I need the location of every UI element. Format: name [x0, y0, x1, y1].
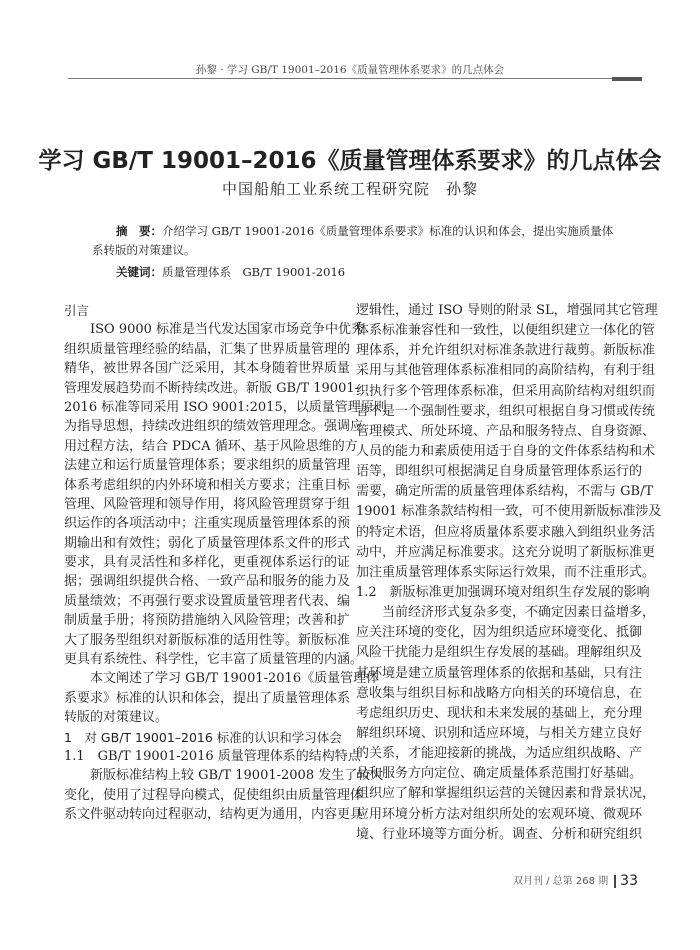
text-line: 质量绩效；不再强行要求设置质量管理者代表、编	[64, 593, 351, 609]
text-line: 的关系，才能迎接新的挑战，为适应组织战略、产	[356, 746, 643, 762]
right-column	[356, 301, 662, 845]
text-line: 管理发展趋势而不断持续改进。新版 GB/T 19001-	[64, 380, 360, 396]
text-line: 逻辑性，通过 ISO 导则的附录 SL，增强同其它管理	[356, 303, 658, 318]
text-line: 品和服务方向定位、确定质量体系范围打好基础。	[356, 766, 643, 782]
abstract-line-1	[116, 223, 613, 239]
running-header: 孙黎 · 学习 GB/T 19001–2016《质量管理体系要求》的几点体会	[195, 64, 505, 76]
text-line: 意收集与组织目标和战略方向相关的环境信息，在	[356, 685, 643, 701]
section-heading: 1.1 GB/T 19001-2016 质量管理体系的结构特点	[64, 748, 361, 764]
text-line: 系文件驱动转向过程驱动，结构更为通用，内容更具	[64, 807, 364, 823]
section-heading: 1 对 GB/T 19001–2016 标准的认识和学习体会	[64, 729, 342, 745]
text-line: 据；强调组织提供合格、一致产品和服务的能力及	[64, 574, 351, 590]
text-line: 人员的能力和素质使用适于自身的文件体系结构和术	[356, 443, 656, 459]
text-line: 组织应了解和掌握组织运营的关键因素和背景状况，	[356, 786, 656, 802]
text-line: 2016 标准等同采用 ISO 9001:2015，以质量管理原则	[64, 399, 387, 415]
text-line: 精华，被世界各国广泛采用，其本身随着世界质量	[64, 361, 351, 377]
text-line: 解组织环境、识别和适应环境，与相关方建立良好	[356, 725, 643, 741]
text-line: 为指导思想，持续改进组织的绩效管理理念。强调应	[64, 419, 364, 435]
issue-info: 双月刊 / 总第 268 期	[513, 876, 609, 887]
paper-title: 学习 GB/T 19001–2016《质量管理体系要求》的几点体会	[38, 148, 662, 174]
text-line: 系要求》标准的认识和体会，提出了质量管理体系	[64, 690, 351, 706]
header-bar	[612, 77, 642, 81]
text-line: 考虑组织历史、现状和未来发展的基础上，充分理	[356, 705, 643, 721]
left-column	[64, 301, 387, 825]
page-footer	[513, 872, 638, 889]
text-line: 管理模式、所处环境、产品和服务特点、自身资源、	[356, 423, 656, 439]
text-line: 织运作的各项活动中；注重实现质量管理体系的预	[64, 516, 351, 532]
text-line: 动中，并应满足标准要求。这充分说明了新版标准更	[356, 544, 656, 560]
text-line: 的特定术语，但应将质量体系要求融入到组织业务活	[356, 524, 656, 540]
keywords-line	[116, 264, 345, 280]
text-line: 体系标准兼容性和一致性，以便组织建立一体化的管	[356, 323, 656, 339]
text-line: 织执行多个管理体系标准，但采用高阶结构对组织而	[356, 383, 656, 399]
footer-divider	[614, 875, 616, 888]
text-line: 本文阐述了学习 GB/T 19001-2016《质量管理体	[90, 671, 380, 687]
section-heading: 引言	[64, 303, 90, 318]
text-line: 大了服务型组织对新版标准的适用性等。新版标准	[64, 632, 351, 648]
page-number: 33	[620, 873, 638, 889]
text-line: 期输出和有效性；弱化了质量管理体系文件的形式	[64, 535, 351, 551]
text-line: 当前经济形式复杂多变，不确定因素日益增多，	[382, 605, 656, 621]
text-line: 采用与其他管理体系标准相同的高阶结构，有利于组	[356, 363, 656, 379]
abstract-label: 摘 要：	[116, 224, 162, 238]
keywords-text: 质量管理体系 GB/T 19001-2016	[162, 265, 346, 279]
text-line: 境、行业环境等方面分析。调查、分析和研究组织	[356, 826, 643, 842]
text-line: 用过程方法，结合 PDCA 循环、基于风险思维的方	[64, 438, 358, 454]
text-line: 需要，确定所需的质量管理体系结构，不需与 GB/T	[356, 484, 654, 500]
section-heading: 1.2 新版标准更加强调环境对组织生存发展的影响	[356, 584, 650, 600]
text-line: 体系考虑组织的内外环境和相关方要求；注重目标	[64, 477, 351, 493]
text-line: 新版标准结构上较 GB/T 19001-2008 发生了较大	[90, 768, 384, 784]
text-line: 风险干扰能力是组织生存发展的基础。理解组织及	[356, 645, 643, 661]
text-line: 应关注环境的变化，因为组织适应环境变化、抵御	[356, 625, 643, 641]
text-line: 加注重质量管理体系实际运行效果，而不注重形式。	[356, 564, 656, 580]
text-line: ISO 9000 标准是当代发达国家市场竞争中优秀	[90, 322, 365, 338]
abstract-text-1: 介绍学习 GB/T 19001-2016《质量管理体系要求》标准的认识和体会，提出实施质量体	[162, 224, 614, 238]
author-affiliation: 中国船舶工业系统工程研究院 孙黎	[221, 180, 478, 198]
text-line: 管理、风险管理和领导作用，将风险管理贯穿于组	[64, 496, 351, 512]
text-line: 变化，使用了过程导向模式，促使组织由质量管理体	[64, 787, 364, 803]
text-line: 组织质量管理经验的结晶，汇集了世界质量管理的	[64, 341, 351, 357]
text-line: 转版的对策建议。	[64, 710, 169, 726]
text-line: 理体系，并允许组织对标准条款进行裁剪。新版标准	[356, 343, 656, 359]
text-line: 法建立和运行质量管理体系；要求组织的质量管理	[64, 458, 351, 474]
keywords-label: 关键词：	[116, 265, 162, 279]
text-line: 语等，即组织可根据满足自身质量管理体系运行的	[356, 464, 643, 480]
text-line: 其环境是建立质量管理体系的依据和基础，只有注	[356, 665, 643, 681]
text-line: 要求，具有灵活性和多样化，更重视体系运行的证	[64, 555, 351, 571]
text-line: 应用环境分析方法对组织所处的宏观环境、微观环	[356, 806, 643, 822]
text-line: 19001 标准条款结构相一致，可不使用新版标准涉及	[356, 504, 662, 520]
header-rule	[68, 78, 640, 79]
text-line: 言不是一个强制性要求，组织可根据自身习惯或传统	[356, 403, 656, 419]
text-line: 更具有系统性、科学性，它丰富了质量管理的内涵。	[64, 652, 364, 668]
text-line: 制质量手册；将预防措施纳入风险管理；改善和扩	[64, 613, 351, 629]
abstract-line-2: 系转版的对策建议。	[92, 243, 196, 257]
